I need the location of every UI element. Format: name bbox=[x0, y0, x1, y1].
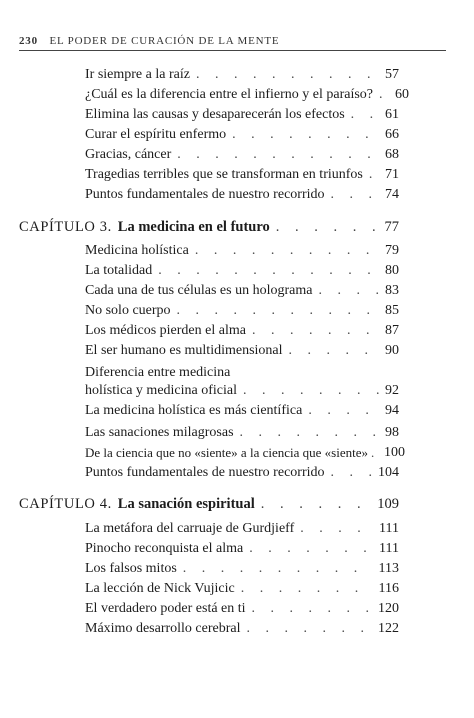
toc-entry-page: 66 bbox=[385, 127, 399, 142]
dot-leader bbox=[261, 496, 371, 513]
toc-entry-title: Puntos fundamentales de nuestro recorrido bbox=[85, 465, 325, 480]
toc-entry-page: 100 bbox=[384, 445, 405, 460]
chapter-entry[interactable] bbox=[19, 219, 399, 236]
toc-entry-page: 71 bbox=[385, 167, 399, 182]
toc-entry[interactable] bbox=[85, 322, 399, 339]
chapter-number: CAPÍTULO 4. bbox=[19, 496, 112, 512]
toc-entry[interactable] bbox=[85, 146, 399, 163]
dot-leader bbox=[158, 262, 379, 279]
dot-leader bbox=[276, 219, 379, 236]
running-header bbox=[19, 35, 446, 51]
toc-entry-page: 57 bbox=[385, 67, 399, 82]
toc-entry[interactable] bbox=[85, 126, 399, 143]
toc-entry-page: 104 bbox=[378, 465, 399, 480]
toc-entry-page: 79 bbox=[385, 243, 399, 258]
toc-entry[interactable] bbox=[85, 242, 399, 259]
chapter-title: La medicina en el futuro bbox=[117, 219, 270, 235]
dot-leader bbox=[177, 146, 379, 163]
dot-leader bbox=[289, 342, 379, 359]
toc-entry-page: 94 bbox=[385, 403, 399, 418]
toc-entry-multiline[interactable] bbox=[85, 364, 399, 399]
dot-leader bbox=[379, 86, 389, 103]
toc-entry-page: 111 bbox=[379, 521, 399, 536]
dot-leader bbox=[252, 322, 379, 339]
toc-entry-page: 87 bbox=[385, 323, 399, 338]
toc-entry-title: Elimina las causas y desaparecerán los efectos bbox=[85, 107, 345, 122]
toc-entry[interactable] bbox=[85, 444, 405, 461]
dot-leader bbox=[331, 464, 373, 481]
header-book-title: EL PODER DE CURACIÓN DE LA MENTE bbox=[49, 35, 280, 47]
toc-entry-page: 90 bbox=[385, 343, 399, 358]
toc-entry-page: 68 bbox=[385, 147, 399, 162]
toc-entry[interactable] bbox=[85, 86, 410, 103]
toc-entry-title: Los falsos mitos bbox=[85, 561, 177, 576]
dot-leader bbox=[241, 580, 373, 597]
toc-entry[interactable] bbox=[85, 540, 399, 557]
toc-entry-line2 bbox=[85, 382, 399, 399]
dot-leader bbox=[183, 560, 373, 577]
toc-entry-title: Curar el espíritu enfermo bbox=[85, 127, 227, 142]
toc-entry-page: 120 bbox=[378, 601, 399, 616]
dot-leader bbox=[300, 520, 373, 537]
toc-entry[interactable] bbox=[85, 106, 399, 123]
toc-entry-page: 61 bbox=[385, 107, 399, 122]
toc-entry-page: 60 bbox=[395, 87, 410, 102]
toc-entry-title: Gracias, cáncer bbox=[85, 147, 172, 162]
toc-entry-title: La medicina holística es más científica bbox=[85, 403, 303, 418]
toc-entry-title: ¿Cuál es la diferencia entre el infierno y el paraíso? bbox=[85, 87, 374, 102]
dot-leader bbox=[351, 106, 379, 123]
dot-leader bbox=[247, 620, 373, 637]
chapter-page: 77 bbox=[384, 219, 399, 235]
toc-entry-title: Ir siempre a la raíz bbox=[85, 67, 190, 82]
toc-entry[interactable] bbox=[85, 302, 399, 319]
dot-leader bbox=[369, 166, 379, 183]
toc-entry-page: 74 bbox=[385, 187, 399, 202]
toc-entry-page: 80 bbox=[385, 263, 399, 278]
toc-entry-title: La totalidad bbox=[85, 263, 153, 278]
toc-entry-title-line1: Diferencia entre medicina bbox=[85, 365, 231, 380]
dot-leader bbox=[243, 382, 379, 399]
dot-leader bbox=[331, 186, 380, 203]
dot-leader bbox=[177, 302, 379, 319]
dot-leader bbox=[308, 402, 379, 419]
toc-entry[interactable] bbox=[85, 464, 399, 481]
toc-entry-page: 116 bbox=[378, 581, 399, 596]
toc-entry-title: No solo cuerpo bbox=[85, 303, 171, 318]
dot-leader bbox=[240, 424, 379, 441]
toc-entry-title: Los médicos pierden el alma bbox=[85, 323, 246, 338]
dot-leader bbox=[318, 282, 379, 299]
chapter-page: 109 bbox=[377, 496, 399, 512]
toc-entry-title: El verdadero poder está en ti bbox=[85, 601, 246, 616]
dot-leader bbox=[232, 126, 379, 143]
toc-entry-title: La lección de Nick Vujicic bbox=[85, 581, 235, 596]
toc-entry[interactable] bbox=[85, 520, 399, 537]
toc-entry-title: La metáfora del carruaje de Gurdjieff bbox=[85, 521, 295, 536]
dot-leader bbox=[249, 540, 373, 557]
toc-entry-title-line2: holística y medicina oficial bbox=[85, 383, 238, 398]
toc-entry-title: Cada una de tus células es un holograma bbox=[85, 283, 313, 298]
dot-leader bbox=[371, 444, 381, 461]
toc-entry-page: 83 bbox=[385, 283, 399, 298]
dot-leader bbox=[196, 66, 379, 83]
toc-entry-title: Máximo desarrollo cerebral bbox=[85, 621, 241, 636]
toc-entry-page: 98 bbox=[385, 425, 399, 440]
chapter-entry[interactable] bbox=[19, 496, 399, 513]
toc-entry[interactable] bbox=[85, 166, 399, 183]
toc-entry[interactable] bbox=[85, 402, 399, 419]
toc-entry-page: 92 bbox=[385, 383, 399, 398]
toc-entry-page: 85 bbox=[385, 303, 399, 318]
toc-entry-page: 113 bbox=[378, 561, 399, 576]
toc-entry-title: Pinocho reconquista el alma bbox=[85, 541, 244, 556]
toc-entry-title: El ser humano es multidimensional bbox=[85, 343, 283, 358]
toc-entry[interactable] bbox=[85, 620, 399, 637]
toc-entry[interactable] bbox=[85, 342, 399, 359]
toc-entry[interactable] bbox=[85, 262, 399, 279]
chapter-number: CAPÍTULO 3. bbox=[19, 219, 112, 235]
toc-entry[interactable] bbox=[85, 66, 399, 83]
toc-entry[interactable] bbox=[85, 282, 399, 299]
toc-entry[interactable] bbox=[85, 600, 399, 617]
toc-entry-title: Puntos fundamentales de nuestro recorrido bbox=[85, 187, 325, 202]
toc-entry-title: Tragedias terribles que se transforman en triunfos bbox=[85, 167, 363, 182]
toc-entry[interactable] bbox=[85, 560, 399, 577]
dot-leader bbox=[252, 600, 372, 617]
toc-entry-title: De la ciencia que no «siente» a la ciencia que «siente» bbox=[85, 445, 368, 460]
dot-leader bbox=[195, 242, 379, 259]
chapter-heading bbox=[19, 219, 270, 236]
chapter-heading bbox=[19, 496, 255, 513]
toc-entry[interactable] bbox=[85, 580, 399, 597]
toc-entry[interactable] bbox=[85, 186, 399, 203]
toc-entry-title: Las sanaciones milagrosas bbox=[85, 425, 234, 440]
toc-entry[interactable] bbox=[85, 424, 399, 441]
chapter-title: La sanación espiritual bbox=[117, 496, 255, 512]
toc-entry-page: 122 bbox=[378, 621, 399, 636]
toc-entry-page: 111 bbox=[379, 541, 399, 556]
toc-entry-title: Medicina holística bbox=[85, 243, 189, 258]
header-page-number: 230 bbox=[19, 35, 38, 47]
